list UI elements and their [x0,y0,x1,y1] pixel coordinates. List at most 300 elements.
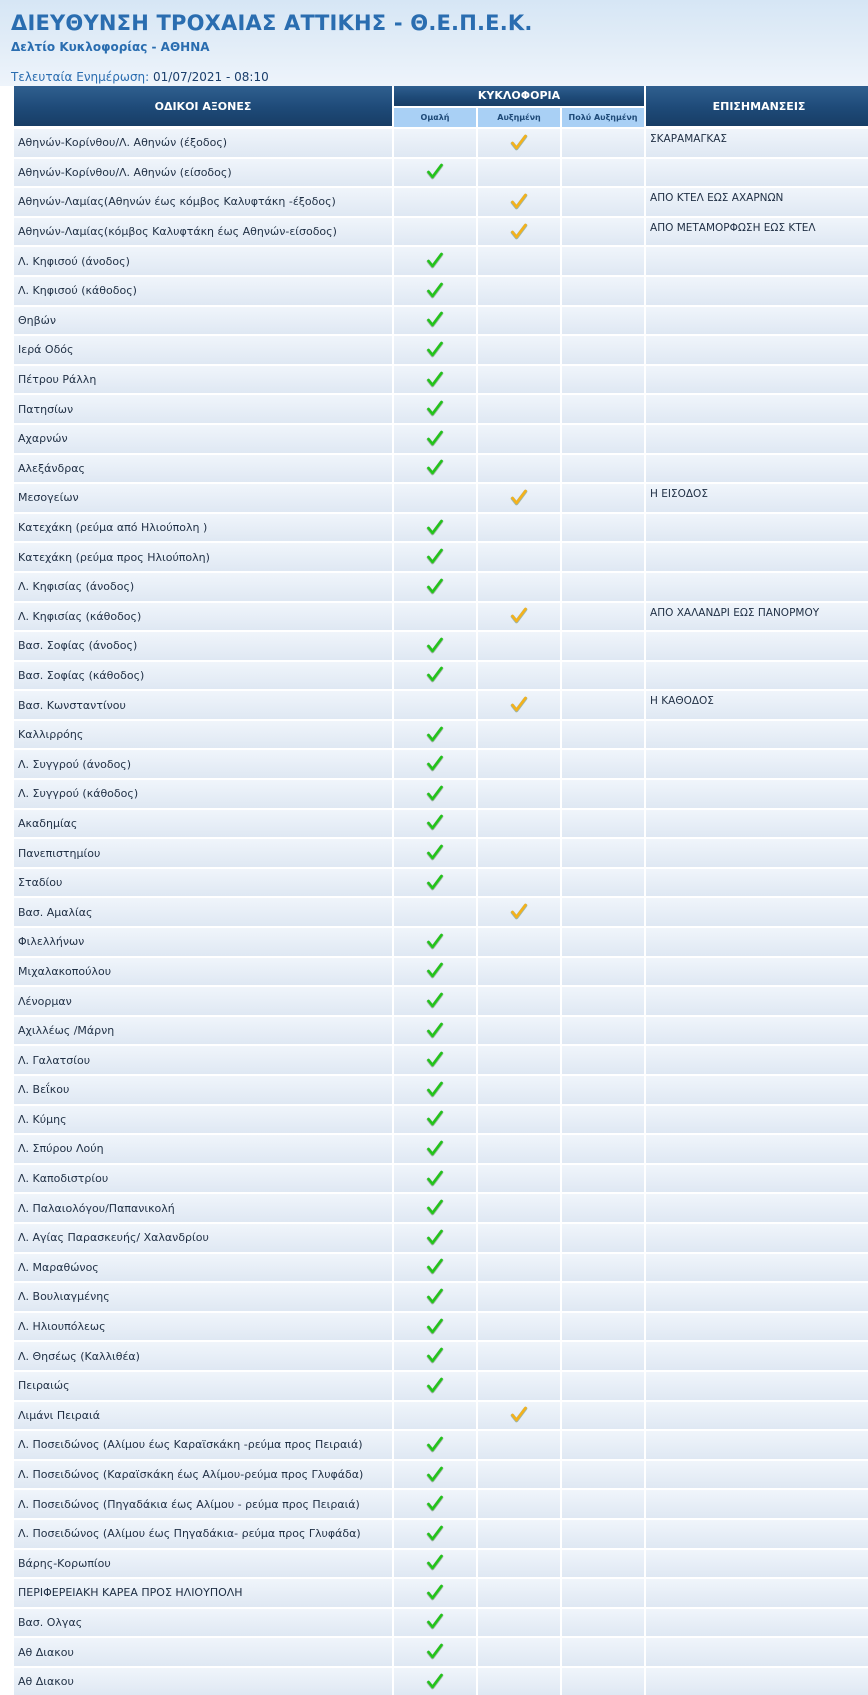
green-check-icon [426,1229,444,1247]
status-cell-very-increased [562,1548,644,1578]
green-check-icon [426,459,444,477]
status-cell-normal [394,1044,476,1074]
table-row [14,837,868,867]
road-name: Λ. Κύμης [14,1104,392,1134]
green-check-icon [426,637,444,655]
road-name: Αχιλλέως /Μάρνη [14,1015,392,1045]
status-cell-normal [394,1281,476,1311]
road-name: Λ. Ποσειδώνος (Αλίμου έως Καραϊσκάκη -ρεύμα προς Πειραιά) [14,1429,392,1459]
status-cell-increased [478,1044,560,1074]
note-cell: Η ΚΑΘΟΔΟΣ [646,689,868,719]
status-cell-normal [394,630,476,660]
status-cell-increased [478,837,560,867]
note-cell: Η ΕΙΣΟΔΟΣ [646,482,868,512]
table-row [14,393,868,423]
table-row [14,571,868,601]
status-cell-increased [478,1577,560,1607]
status-cell-very-increased [562,1370,644,1400]
road-name: Πανεπιστημίου [14,837,392,867]
status-cell-increased [478,778,560,808]
note-cell: ΑΠΟ ΧΑΛΑΝΔΡΙ ΕΩΣ ΠΑΝΟΡΜΟΥ [646,601,868,631]
green-check-icon [426,1081,444,1099]
note-cell [646,630,868,660]
green-check-icon [426,252,444,270]
status-cell-very-increased [562,245,644,275]
status-cell-very-increased [562,601,644,631]
green-check-icon [426,519,444,537]
road-name: Βασ. Σοφίας (κάθοδος) [14,660,392,690]
green-check-icon [426,1318,444,1336]
note-cell [646,512,868,542]
table-row [14,1104,868,1134]
green-check-icon [426,1110,444,1128]
table-row [14,1281,868,1311]
road-name: Λ. Κηφισίας (άνοδος) [14,571,392,601]
status-cell-very-increased [562,1074,644,1104]
table-row [14,1607,868,1637]
last-update-value: 01/07/2021 - 08:10 [153,70,269,84]
road-name: Λ. Συγγρού (άνοδος) [14,748,392,778]
note-cell [646,1340,868,1370]
status-cell-normal [394,1340,476,1370]
status-cell-increased [478,1281,560,1311]
road-name: Λένορμαν [14,985,392,1015]
note-cell [646,985,868,1015]
last-update-label: Τελευταία Ενημέρωση: [11,70,150,84]
status-cell-normal [394,453,476,483]
status-cell-increased [478,127,560,157]
orange-check-icon [510,134,528,152]
table-row [14,926,868,956]
green-check-icon [426,371,444,389]
status-cell-very-increased [562,157,644,187]
status-cell-normal [394,157,476,187]
status-cell-very-increased [562,1192,644,1222]
note-cell [646,926,868,956]
table-row [14,630,868,660]
status-cell-normal [394,1015,476,1045]
status-cell-increased [478,660,560,690]
table-row [14,157,868,187]
table-row [14,1577,868,1607]
note-cell [646,1459,868,1489]
note-cell [646,660,868,690]
note-cell [646,245,868,275]
status-cell-normal [394,896,476,926]
table-row [14,1044,868,1074]
status-cell-increased [478,482,560,512]
status-cell-very-increased [562,127,644,157]
status-cell-increased [478,1222,560,1252]
note-cell [646,1104,868,1134]
status-cell-increased [478,1548,560,1578]
status-cell-very-increased [562,453,644,483]
status-cell-normal [394,985,476,1015]
status-cell-normal [394,748,476,778]
road-name: Καλλιρρόης [14,719,392,749]
status-cell-very-increased [562,1015,644,1045]
status-cell-very-increased [562,837,644,867]
status-cell-increased [478,896,560,926]
status-cell-very-increased [562,512,644,542]
status-cell-increased [478,275,560,305]
status-cell-normal [394,1163,476,1193]
green-check-icon [426,400,444,418]
road-name: Βασ. Αμαλίας [14,896,392,926]
status-cell-very-increased [562,1222,644,1252]
header-notes: ΕΠΙΣΗΜΑΝΣΕΙΣ [646,86,868,127]
note-cell [646,748,868,778]
status-cell-very-increased [562,956,644,986]
status-cell-very-increased [562,334,644,364]
road-name: Αθηνών-Κορίνθου/Λ. Αθηνών (έξοδος) [14,127,392,157]
status-cell-normal [394,1548,476,1578]
page-subtitle: Δελτίο Κυκλοφορίας - ΑΘΗΝΑ [11,40,210,54]
road-name: Λ. Βεΐκου [14,1074,392,1104]
green-check-icon [426,962,444,980]
road-name: Αθ Διακου [14,1636,392,1666]
status-cell-increased [478,748,560,778]
green-check-icon [426,1022,444,1040]
header-very-increased: Πολύ Αυξημένη [562,106,644,127]
table-row [14,364,868,394]
status-cell-normal [394,1429,476,1459]
table-row [14,1459,868,1489]
status-cell-normal [394,1192,476,1222]
road-name: Ιερά Οδός [14,334,392,364]
orange-check-icon [510,193,528,211]
road-name: Πέτρου Ράλλη [14,364,392,394]
road-name: Λ. Συγγρού (κάθοδος) [14,778,392,808]
status-cell-normal [394,1311,476,1341]
road-name: Θηβών [14,305,392,335]
status-cell-normal [394,1370,476,1400]
road-name: Πατησίων [14,393,392,423]
status-cell-very-increased [562,1281,644,1311]
green-check-icon [426,1199,444,1217]
note-cell: ΑΠΟ ΚΤΕΛ ΕΩΣ ΑΧΑΡΝΩΝ [646,186,868,216]
status-cell-very-increased [562,1163,644,1193]
road-name: Βάρης-Κορωπίου [14,1548,392,1578]
status-cell-increased [478,393,560,423]
note-cell [646,1163,868,1193]
green-check-icon [426,1495,444,1513]
status-cell-normal [394,1488,476,1518]
status-cell-increased [478,571,560,601]
status-cell-normal [394,482,476,512]
green-check-icon [426,578,444,596]
green-check-icon [426,933,444,951]
table-row [14,453,868,483]
green-check-icon [426,1673,444,1691]
table-row [14,1015,868,1045]
table-row [14,1666,868,1695]
status-cell-increased [478,956,560,986]
note-cell [646,1400,868,1430]
road-name: ΠΕΡΙΦΕΡΕΙΑΚΗ ΚΑΡΕΑ ΠΡΟΣ ΗΛΙΟΥΠΟΛΗ [14,1577,392,1607]
table-row [14,1370,868,1400]
green-check-icon [426,1554,444,1572]
road-name: Ακαδημίας [14,808,392,838]
road-name: Λ. Κηφισού (άνοδος) [14,245,392,275]
note-cell [646,896,868,926]
green-check-icon [426,341,444,359]
note-cell [646,1488,868,1518]
status-cell-increased [478,689,560,719]
status-cell-normal [394,245,476,275]
green-check-icon [426,1347,444,1365]
note-cell [646,1607,868,1637]
orange-check-icon [510,607,528,625]
header-increased: Αυξημένη [478,106,560,127]
green-check-icon [426,755,444,773]
note-cell [646,393,868,423]
status-cell-increased [478,1163,560,1193]
green-check-icon [426,1170,444,1188]
road-name: Σταδίου [14,867,392,897]
road-name: Λ. Αγίας Παρασκευής/ Χαλανδρίου [14,1222,392,1252]
table-row [14,127,868,157]
status-cell-increased [478,1015,560,1045]
green-check-icon [426,163,444,181]
status-cell-very-increased [562,926,644,956]
table-row [14,748,868,778]
status-cell-very-increased [562,1607,644,1637]
status-cell-normal [394,541,476,571]
status-cell-increased [478,1488,560,1518]
note-cell: ΑΠΟ ΜΕΤΑΜΟΡΦΩΣΗ ΕΩΣ ΚΤΕΛ [646,216,868,246]
status-cell-increased [478,334,560,364]
road-name: Αθηνών-Λαμίας(κόμβος Καλυφτάκη έως Αθηνών-είσοδος) [14,216,392,246]
road-name: Βασ. Κωνσταντίνου [14,689,392,719]
traffic-table [12,86,868,1695]
table-row [14,1400,868,1430]
status-cell-increased [478,1459,560,1489]
road-name: Λ. Μαραθώνος [14,1252,392,1282]
green-check-icon [426,1525,444,1543]
status-cell-very-increased [562,482,644,512]
status-cell-increased [478,216,560,246]
note-cell [646,1518,868,1548]
table-row [14,1518,868,1548]
table-row [14,1636,868,1666]
status-cell-increased [478,1370,560,1400]
note-cell [646,867,868,897]
status-cell-increased [478,719,560,749]
status-cell-very-increased [562,1459,644,1489]
status-cell-normal [394,1074,476,1104]
road-name: Αθηνών-Κορίνθου/Λ. Αθηνών (είσοδος) [14,157,392,187]
table-row [14,482,868,512]
table-row [14,1163,868,1193]
status-cell-very-increased [562,541,644,571]
status-cell-very-increased [562,1252,644,1282]
table-row [14,808,868,838]
status-cell-very-increased [562,1429,644,1459]
status-cell-normal [394,571,476,601]
status-cell-increased [478,808,560,838]
note-cell [646,719,868,749]
status-cell-very-increased [562,1340,644,1370]
road-name: Λ. Κηφισού (κάθοδος) [14,275,392,305]
table-row [14,689,868,719]
status-cell-increased [478,926,560,956]
status-cell-normal [394,1104,476,1134]
road-name: Λ. Καποδιστρίου [14,1163,392,1193]
status-cell-normal [394,1518,476,1548]
road-name: Αχαρνών [14,423,392,453]
table-row [14,1133,868,1163]
status-cell-normal [394,1222,476,1252]
note-cell [646,1133,868,1163]
table-row [14,334,868,364]
table-row [14,541,868,571]
status-cell-normal [394,275,476,305]
green-check-icon [426,311,444,329]
note-cell [646,1015,868,1045]
status-cell-increased [478,512,560,542]
note-cell [646,1311,868,1341]
road-name: Λ. Ποσειδώνος (Αλίμου έως Πηγαδάκια- ρεύμα προς Γλυφάδα) [14,1518,392,1548]
road-name: Βασ. Ολγας [14,1607,392,1637]
status-cell-increased [478,186,560,216]
note-cell [646,1192,868,1222]
note-cell [646,778,868,808]
status-cell-very-increased [562,1666,644,1695]
status-cell-increased [478,985,560,1015]
status-cell-very-increased [562,1400,644,1430]
status-cell-very-increased [562,689,644,719]
status-cell-very-increased [562,1133,644,1163]
last-update [11,70,269,84]
status-cell-normal [394,1636,476,1666]
table-row [14,305,868,335]
road-name: Αθ Διακου [14,1666,392,1695]
status-cell-very-increased [562,778,644,808]
note-cell [646,956,868,986]
note-cell [646,571,868,601]
table-row [14,956,868,986]
note-cell [646,1074,868,1104]
status-cell-increased [478,1429,560,1459]
table-row [14,1340,868,1370]
status-cell-increased [478,364,560,394]
status-cell-normal [394,512,476,542]
status-cell-normal [394,364,476,394]
status-cell-increased [478,1340,560,1370]
status-cell-normal [394,808,476,838]
note-cell [646,1222,868,1252]
green-check-icon [426,1643,444,1661]
status-cell-increased [478,1252,560,1282]
status-cell-increased [478,157,560,187]
status-cell-very-increased [562,748,644,778]
note-cell [646,423,868,453]
table-row [14,216,868,246]
orange-check-icon [510,1406,528,1424]
road-name: Λ. Ποσειδώνος (Πηγαδάκια έως Αλίμου - ρεύμα προς Πειραιά) [14,1488,392,1518]
green-check-icon [426,1613,444,1631]
table-row [14,1074,868,1104]
note-cell [646,837,868,867]
orange-check-icon [510,223,528,241]
note-cell [646,275,868,305]
status-cell-increased [478,1666,560,1695]
road-name: Κατεχάκη (ρεύμα προς Ηλιούπολη) [14,541,392,571]
table-row [14,1192,868,1222]
road-name: Λ. Κηφισίας (κάθοδος) [14,601,392,631]
status-cell-increased [478,1192,560,1222]
status-cell-normal [394,186,476,216]
status-cell-very-increased [562,808,644,838]
status-cell-normal [394,1577,476,1607]
orange-check-icon [510,696,528,714]
status-cell-normal [394,1459,476,1489]
table-row [14,1252,868,1282]
status-cell-normal [394,305,476,335]
status-cell-normal [394,1133,476,1163]
status-cell-increased [478,1636,560,1666]
status-cell-increased [478,867,560,897]
status-cell-normal [394,1400,476,1430]
road-name: Λ. Θησέως (Καλλιθέα) [14,1340,392,1370]
status-cell-normal [394,1666,476,1695]
road-name: Λ. Γαλατσίου [14,1044,392,1074]
status-cell-normal [394,393,476,423]
note-cell [646,808,868,838]
road-name: Κατεχάκη (ρεύμα από Ηλιούπολη ) [14,512,392,542]
status-cell-normal [394,867,476,897]
note-cell [646,1577,868,1607]
green-check-icon [426,666,444,684]
status-cell-normal [394,601,476,631]
road-name: Μεσογείων [14,482,392,512]
status-cell-very-increased [562,423,644,453]
orange-check-icon [510,489,528,507]
status-cell-very-increased [562,571,644,601]
note-cell [646,1548,868,1578]
status-cell-very-increased [562,630,644,660]
status-cell-very-increased [562,186,644,216]
green-check-icon [426,1258,444,1276]
note-cell: ΣΚΑΡΑΜΑΓΚΑΣ [646,127,868,157]
green-check-icon [426,430,444,448]
status-cell-increased [478,1311,560,1341]
note-cell [646,1636,868,1666]
status-cell-normal [394,926,476,956]
traffic-rows [14,127,868,1695]
note-cell [646,334,868,364]
table-row [14,1488,868,1518]
status-cell-normal [394,127,476,157]
status-cell-very-increased [562,216,644,246]
status-cell-normal [394,660,476,690]
status-cell-very-increased [562,719,644,749]
note-cell [646,305,868,335]
status-cell-increased [478,630,560,660]
note-cell [646,1666,868,1695]
road-name: Αθηνών-Λαμίας(Αθηνών έως κόμβος Καλυφτάκη -έξοδος) [14,186,392,216]
green-check-icon [426,1140,444,1158]
note-cell [646,157,868,187]
status-cell-very-increased [562,660,644,690]
note-cell [646,364,868,394]
note-cell [646,1370,868,1400]
note-cell [646,1252,868,1282]
note-cell [646,453,868,483]
page-title: ΔΙΕΥΘΥΝΣΗ ΤΡΟΧΑΙΑΣ ΑΤΤΙΚΗΣ - Θ.Ε.Π.Ε.Κ. [11,11,533,35]
table-row [14,512,868,542]
